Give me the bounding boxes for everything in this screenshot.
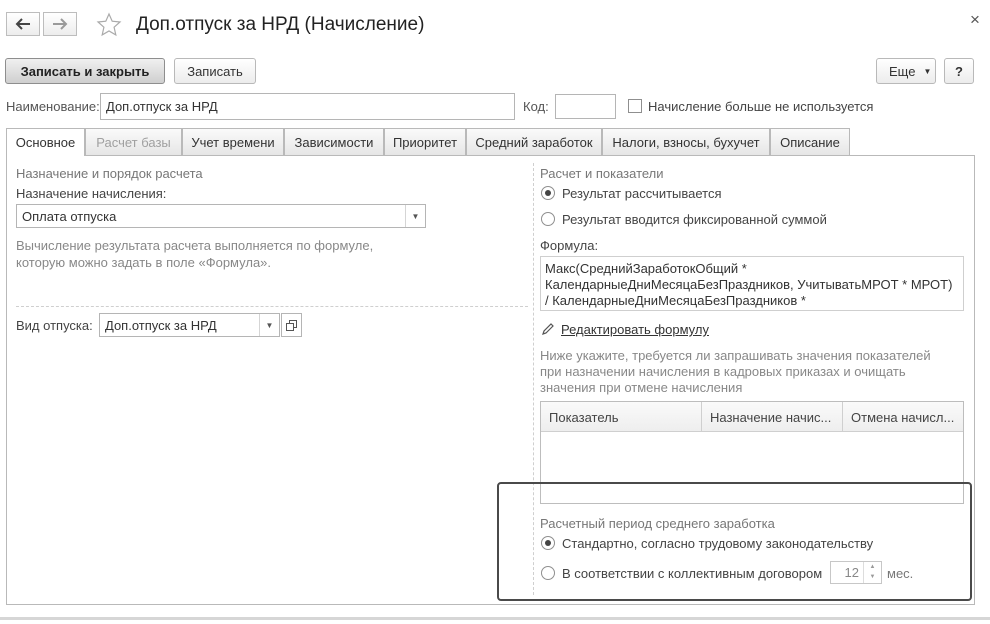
formula-line: КалендарныеДниМесяцаБезПраздников, УчитыватьМРОТ * МРОТ)	[545, 277, 953, 292]
indicators-hint-line1: Ниже укажите, требуется ли запрашивать значения показателей	[540, 348, 931, 363]
radio-collective-label: В соответствии с коллективным договором	[562, 566, 823, 581]
unused-label: Начисление больше не используется	[648, 99, 874, 114]
leave-type-label: Вид отпуска:	[16, 318, 93, 333]
edit-formula-link[interactable]: Редактировать формулу	[561, 322, 709, 337]
name-label: Наименование:	[6, 99, 100, 114]
indicators-hint-line2: при назначении начисления в кадровых приказах и очищать	[540, 364, 906, 379]
radio-calculated[interactable]	[541, 186, 555, 200]
period-section-title: Расчетный период среднего заработка	[540, 516, 775, 531]
arrow-right-icon	[52, 18, 68, 30]
radio-fixed[interactable]	[541, 212, 555, 226]
formula-hint-line1: Вычисление результата расчета выполняется по формуле,	[16, 238, 374, 253]
formula-hint-line2: которую можно задать в поле «Формула».	[16, 255, 272, 270]
formula-line: Макс(СреднийЗаработокОбщий *	[545, 261, 747, 276]
months-value: 12	[844, 565, 859, 580]
close-icon[interactable]: ×	[970, 10, 980, 29]
more-label: Еще	[889, 63, 916, 79]
page-title: Доп.отпуск за НРД (Начисление)	[136, 14, 425, 35]
open-window-icon	[286, 320, 297, 331]
column-header-assignment[interactable]: Назначение начис...	[702, 402, 843, 432]
open-leave-type-button[interactable]	[281, 313, 302, 337]
formula-line: / КалендарныеДниМесяцаБезПраздников *	[545, 293, 806, 308]
tab-time-accounting[interactable]: Учет времени	[182, 128, 284, 155]
code-label: Код:	[523, 99, 549, 114]
radio-fixed-label: Результат вводится фиксированной суммой	[562, 212, 827, 227]
tab-dependencies[interactable]: Зависимости	[284, 128, 384, 155]
purpose-label: Назначение начисления:	[16, 186, 167, 201]
window-bottom-edge	[0, 617, 990, 620]
stepper-arrows-icon[interactable]: ▲ ▼	[863, 562, 881, 583]
name-input[interactable]: Доп.отпуск за НРД	[100, 93, 515, 120]
table-header-row	[541, 402, 963, 432]
dropdown-arrow-icon[interactable]: ▼	[259, 314, 279, 336]
column-header-cancellation[interactable]: Отмена начисл...	[851, 409, 955, 425]
tab-main[interactable]: Основное	[6, 128, 85, 156]
tab-taxes[interactable]: Налоги, взносы, бухучет	[602, 128, 770, 155]
pencil-icon	[541, 322, 555, 339]
column-header-indicator[interactable]: Показатель	[541, 402, 702, 432]
indicators-hint-line3: значения при отмене начисления	[540, 380, 743, 395]
back-button[interactable]	[6, 12, 40, 36]
radio-standard-label: Стандартно, согласно трудовому законодательству	[562, 536, 874, 551]
purpose-select[interactable]	[16, 204, 426, 228]
tab-description[interactable]: Описание	[770, 128, 850, 155]
highlight-frame	[497, 482, 972, 601]
tab-average-earnings[interactable]: Средний заработок	[466, 128, 602, 155]
formula-textarea[interactable]	[540, 256, 964, 311]
forward-button[interactable]	[43, 12, 77, 36]
unused-checkbox[interactable]	[628, 99, 642, 113]
left-divider	[16, 306, 528, 307]
formula-label: Формула:	[540, 238, 599, 253]
dropdown-arrow-icon[interactable]: ▼	[405, 205, 425, 227]
radio-calculated-label: Результат рассчитывается	[562, 186, 722, 201]
calc-section-title: Расчет и показатели	[540, 166, 664, 181]
save-and-close-button[interactable]: Записать и закрыть	[5, 58, 165, 84]
leave-type-select[interactable]	[99, 313, 280, 337]
purpose-section-title: Назначение и порядок расчета	[16, 166, 203, 181]
help-button[interactable]: ?	[944, 58, 974, 84]
months-unit: мес.	[887, 566, 914, 581]
purpose-value: Оплата отпуска	[22, 208, 117, 224]
more-menu-button[interactable]	[876, 58, 936, 84]
arrow-left-icon	[15, 18, 31, 30]
tab-priority[interactable]: Приоритет	[384, 128, 466, 155]
tab-base-calc[interactable]: Расчет базы	[85, 128, 182, 155]
save-button[interactable]: Записать	[174, 58, 256, 84]
code-input[interactable]	[555, 94, 616, 119]
chevron-down-icon: ▼	[923, 66, 932, 76]
leave-type-value: Доп.отпуск за НРД	[105, 317, 217, 333]
favorite-star-icon[interactable]	[96, 12, 122, 38]
